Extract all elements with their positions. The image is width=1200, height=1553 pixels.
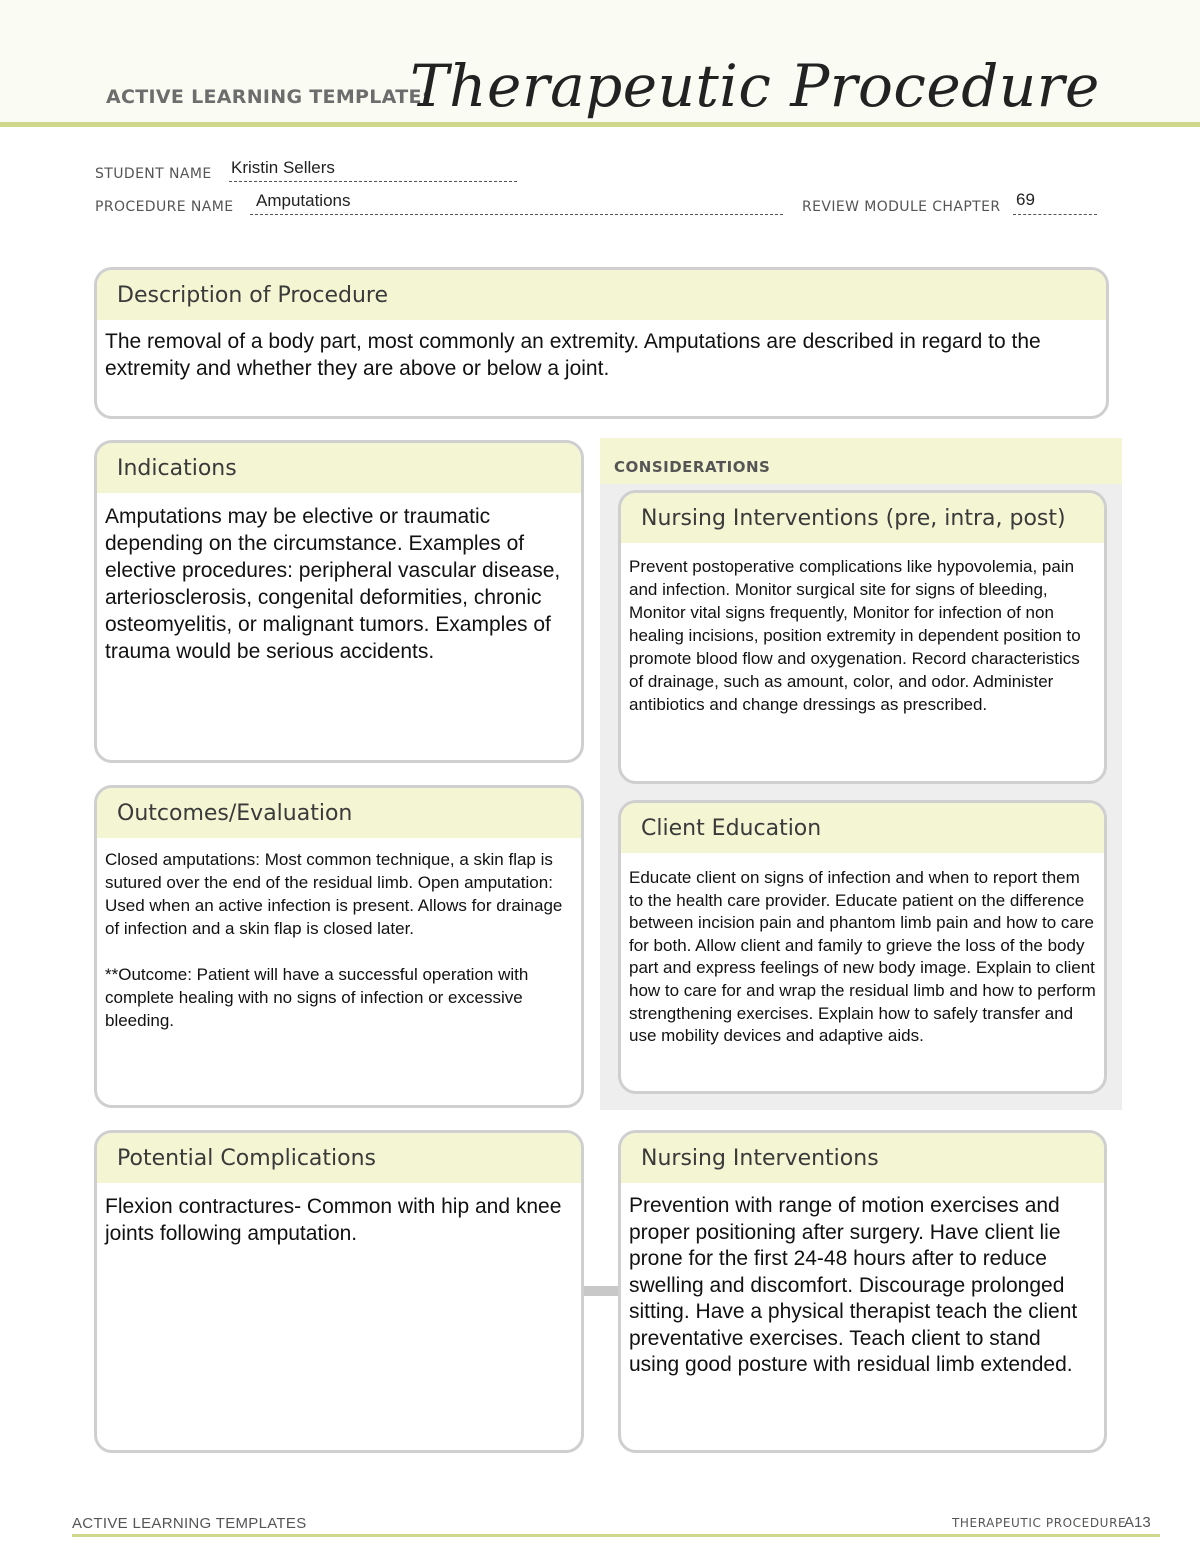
indications-heading: Indications [97,443,581,493]
nursing-interventions-box [618,1130,1107,1453]
nursing-interventions-text[interactable]: Prevention with range of motion exercises and proper positioning after surgery. Have client lie prone for the first 24-48 hours after to reduce swelling and discomfort. Discourage prolonged sitting. Have a physical therapist teach the client preventative exercises. Teach client to stand using good posture with residual limb extended. [629,1194,1078,1376]
footer-page-number: A13 [1124,1514,1151,1531]
outcomes-heading: Outcomes/Evaluation [97,788,581,838]
outcomes-body[interactable] [97,838,581,1042]
footer-rule [72,1534,1160,1537]
complications-box [94,1130,584,1453]
review-module-label: REVIEW MODULE CHAPTER [802,199,1001,215]
description-heading: Description of Procedure [97,270,1106,320]
indications-box [94,440,584,763]
header-rule [0,122,1200,127]
student-name-line [229,181,517,182]
footer-right-label: THERAPEUTIC PROCEDURE [952,1516,1127,1530]
template-title: Therapeutic Procedure [410,52,1100,120]
complications-heading: Potential Complications [97,1133,581,1183]
client-education-heading: Client Education [621,803,1104,853]
nursing-pre-text[interactable]: Prevent postoperative complications like hypovolemia, pain and infection. Monitor surgical site for signs of bleeding, Monitor vital signs frequently, Monitor for infection of non healing incisions, position extremity in dependent position to promote blood flow and oxygenation. Record characteristics of drainage, such as amount, color, and odor. Administer antibiotics and change dressings as prescribed. [629,557,1081,714]
footer-left-label: ACTIVE LEARNING TEMPLATES [72,1515,307,1532]
complications-text[interactable]: Flexion contractures- Common with hip and knee joints following amputation. [105,1195,562,1245]
student-name-field[interactable]: Kristin Sellers [231,158,335,177]
procedure-name-line [250,214,783,215]
procedure-name-label: PROCEDURE NAME [95,199,234,215]
review-module-field[interactable]: 69 [1016,190,1035,209]
outcomes-spacer [105,940,573,963]
considerations-label: CONSIDERATIONS [614,458,771,476]
procedure-name-field[interactable]: Amputations [256,191,351,210]
outcomes-text-2: **Outcome: Patient will have a successful operation with complete healing with no signs of infection or excessive bleeding. [105,965,529,1030]
indications-text[interactable]: Amputations may be elective or traumatic depending on the circumstance. Examples of elective procedures: peripheral vascular disease, arteriosclerosis, congenital deformities, chronic osteomyelitis, or malignant tumors. Examples of trauma would be serious accidents. [105,505,561,663]
client-education-box [618,800,1107,1094]
client-education-text[interactable]: Educate client on signs of infection and when to report them to the health care provider. Educate patient on the difference between incision pain and phantom limb pain and how to care for both. Allow client and family to grieve the loss of the body part and express feelings of new body image. Explain to client how to care for and wrap the residual limb and how to perform strengthening exercises. Explain how to safely transfer and use mobility devices and adaptive aids. [629,868,1096,1046]
complications-connector [584,1286,620,1296]
description-box [94,267,1109,419]
nursing-pre-heading: Nursing Interventions (pre, intra, post) [621,493,1104,543]
nursing-pre-box [618,490,1107,784]
description-text[interactable]: The removal of a body part, most commonly an extremity. Amputations are described in regard to the extremity and whether they are above or below a joint. [105,330,1041,380]
template-label: ACTIVE LEARNING TEMPLATE: [106,86,430,108]
outcomes-box [94,785,584,1108]
outcomes-text-1: Closed amputations: Most common technique, a skin flap is sutured over the end of the residual limb. Open amputation: Used when an active infection is present. Allows for drainage of infection and a skin flap is closed later. [105,850,563,938]
student-name-label: STUDENT NAME [95,166,212,182]
nursing-interventions-heading: Nursing Interventions [621,1133,1104,1183]
review-module-line [1013,214,1097,215]
